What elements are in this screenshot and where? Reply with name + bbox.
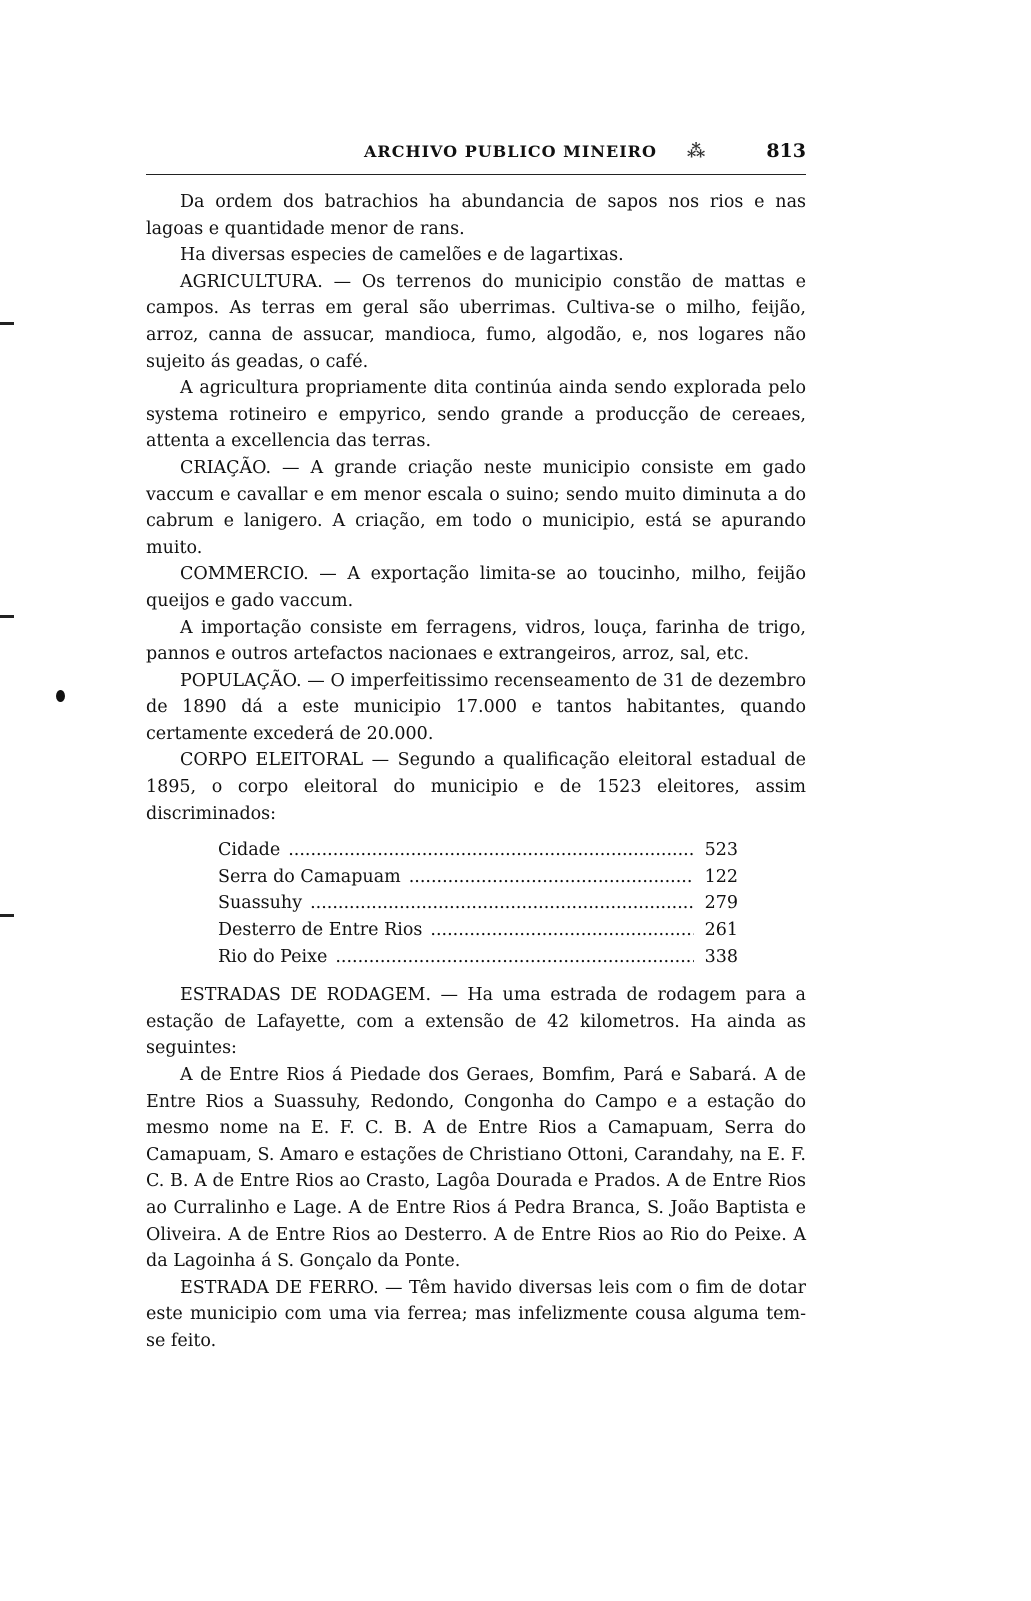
running-head	[146, 140, 806, 175]
paragraph: POPULAÇÃO. — O imperfeitissimo recenseamento de 31 de dezembro de 1890 dá a este municipio 17.000 e tantos habitantes, quando certamente excederá de 20.000.	[146, 670, 806, 744]
paragraph: COMMERCIO. — A exportação limita-se ao toucinho, milho, feijão queijos e gado vaccum.	[146, 564, 806, 611]
district-name: Cidade	[218, 840, 281, 861]
dot-leader	[310, 890, 694, 917]
district-name: Serra do Camapuam	[218, 866, 401, 887]
list-item	[218, 944, 738, 971]
paragraph: CORPO ELEITORAL — Segundo a qualificação eleitoral estadual de 1895, o corpo eleitoral do municipio e de 1523 eleitores, assim discriminados:	[146, 750, 806, 824]
paragraph: CRIAÇÃO. — A grande criação neste municipio consiste em gado vaccum e cavallar e em menor escala o suino; sendo muito diminuta a do cabrum e lanigero. A criação, em todo o municipio, está se apurando muito.	[146, 457, 806, 558]
voter-count: 122	[704, 866, 738, 887]
district-name: Suassuhy	[218, 893, 303, 914]
page-number: 813	[766, 140, 806, 162]
list-item	[218, 917, 738, 944]
district-name: Desterro de Entre Rios	[218, 920, 423, 941]
electoral-list	[218, 837, 738, 970]
body-text	[146, 189, 806, 1355]
list-item	[218, 864, 738, 891]
running-title: ARCHIVO PUBLICO MINEIRO	[364, 142, 657, 161]
voter-count: 279	[704, 893, 738, 914]
ornament-icon: ⁂	[686, 141, 707, 162]
paragraph: A de Entre Rios á Piedade dos Geraes, Bomfim, Pará e Sabará. A de Entre Rios a Suassuhy, Redondo, Congonha do Campo e a estação do mesmo nome na E. F. C. B. A de Entre Rios a Camapuam, Serra do Camapuam, S. Amaro e estações de Christiano Ottoni, Carandahy, na E. F. C. B. A de Entre Rios ao Crasto, Lagôa Dourada e Prados. A de Entre Rios ao Curralinho e Lage. A de Entre Rios á Pedra Branca, S. João Baptista e Oliveira. A de Entre Rios ao Desterro. A de Entre Rios ao Rio do Peixe. A da Lagoinha á S. Gonçalo da Ponte.	[146, 1065, 806, 1272]
margin-mark	[0, 615, 14, 618]
paragraph: Ha diversas especies de camelões e de lagartixas.	[180, 245, 624, 266]
dot-leader	[430, 917, 694, 944]
paragraph: ESTRADAS DE RODAGEM. — Ha uma estrada de rodagem para a estação de Lafayette, com a extensão de 42 kilometros. Ha ainda as seguintes:	[146, 985, 806, 1059]
district-name: Rio do Peixe	[218, 946, 328, 967]
paragraph: AGRICULTURA. — Os terrenos do municipio constão de mattas e campos. As terras em geral são uberrimas. Cultiva-se o milho, feijão, arroz, canna de assucar, mandioca, fumo, algodão, e, nos logares não sujeito ás geadas, o café.	[146, 271, 806, 372]
paragraph: A importação consiste em ferragens, vidros, louça, farinha de trigo, pannos e outros artefactos nacionaes e extrangeiros, arroz, sal, etc.	[146, 617, 806, 665]
voter-count: 338	[704, 946, 738, 967]
list-item	[218, 890, 738, 917]
dot-leader	[335, 944, 694, 971]
voter-count: 523	[704, 840, 738, 861]
paragraph: Da ordem dos batrachios ha abundancia de sapos nos rios e nas lagoas e quantidade menor de rans.	[146, 192, 806, 239]
paragraph: A agricultura propriamente dita continúa ainda sendo explorada pelo systema rotineiro e empyrico, sendo grande a producção de cereaes, attenta a excellencia das terras.	[146, 378, 806, 452]
margin-mark	[0, 914, 14, 917]
voter-count: 261	[704, 920, 738, 941]
list-item	[218, 837, 738, 864]
dot-leader	[409, 864, 694, 891]
margin-mark	[0, 322, 14, 325]
margin-bullet	[56, 690, 65, 702]
dot-leader	[288, 837, 694, 864]
paragraph: ESTRADA DE FERRO. — Têm havido diversas leis com o fim de dotar este municipio com uma via ferrea; mas infelizmente cousa alguma tem-se feito.	[146, 1277, 806, 1351]
document-page	[146, 140, 806, 1355]
